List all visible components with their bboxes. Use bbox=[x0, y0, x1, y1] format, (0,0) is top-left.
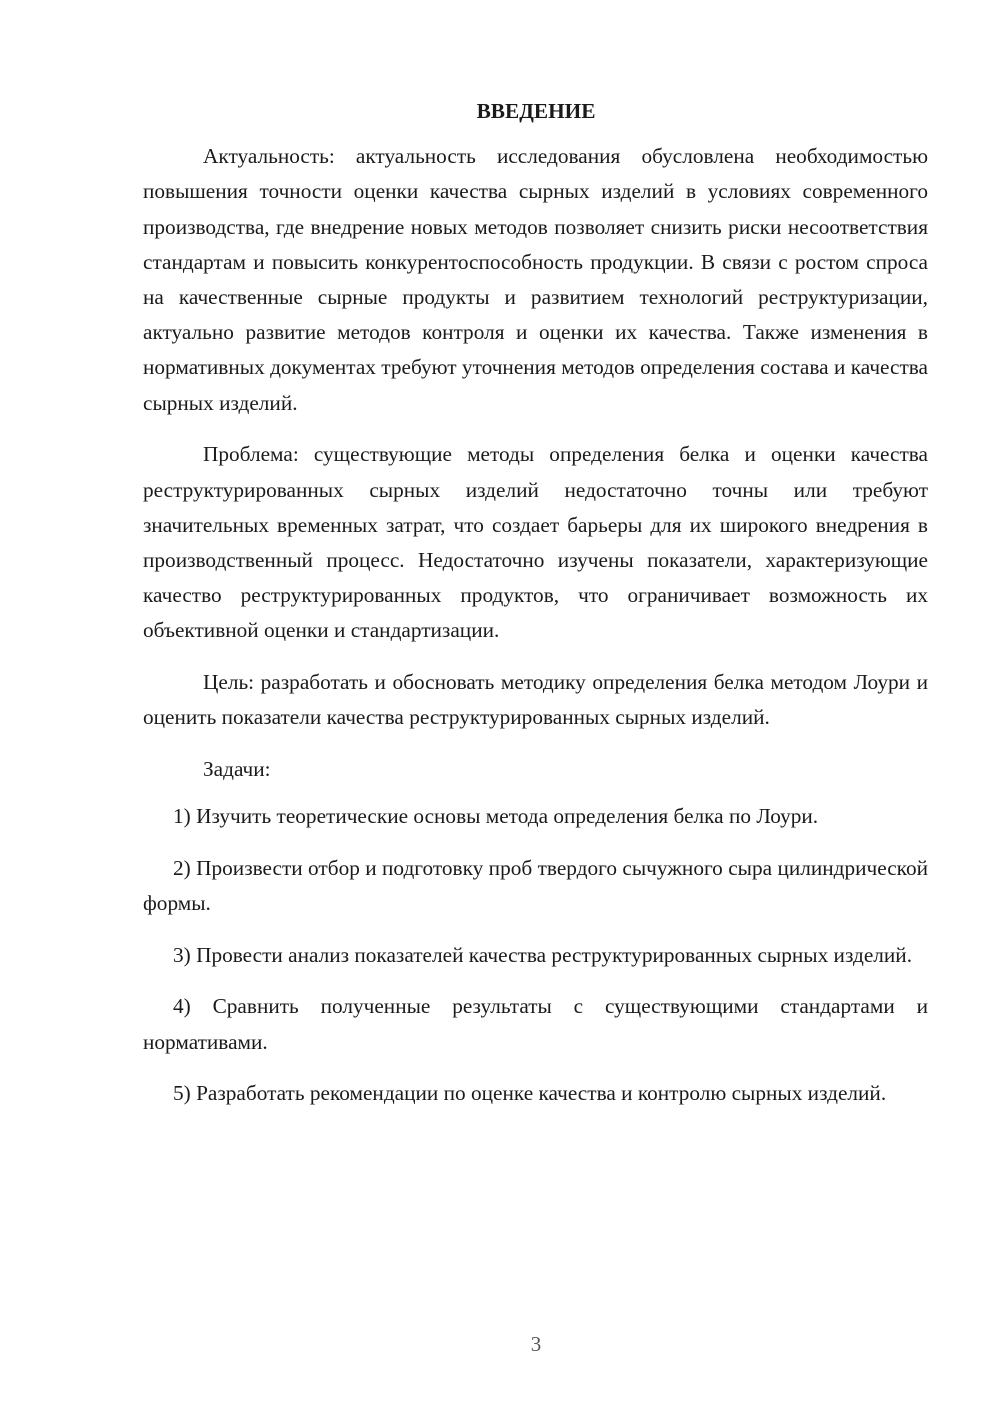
tasks-label: Задачи: bbox=[203, 756, 271, 781]
goal-paragraph: Цель: разработать и обосновать методику определения белка методом Лоури и оценить показатели качества реструктурированных сырных изделий. bbox=[143, 670, 928, 730]
document-page bbox=[143, 94, 928, 1128]
task-item-2: 2) Произвести отбор и подготовку проб твердого сычужного сыра цилиндрической формы. bbox=[143, 855, 928, 916]
task-item-4: 4) Сравнить полученные результаты с существующими стандартами и нормативами. bbox=[143, 994, 928, 1054]
task-item-3: 3) Провести анализ показателей качества реструктурированных сырных изделий. bbox=[173, 942, 913, 967]
page-number: 3 bbox=[530, 1332, 542, 1356]
section-heading: ВВЕДЕНИЕ bbox=[476, 99, 596, 123]
task-item-5: 5) Разработать рекомендации по оценке качества и контролю сырных изделий. bbox=[173, 1081, 887, 1106]
task-item-1: 1) Изучить теоретические основы метода определения белка по Лоури. bbox=[173, 804, 819, 829]
problem-paragraph: Проблема: существующие методы определения белка и оценки качества реструктурированных сырных изделий недостаточно точны или требуют значительных временных затрат, что создает барьеры для их широкого внедрения в производственный процесс. Недостаточно изучены показатели, характеризующие качество реструктурированных продуктов, что ограничивает возможность их объективной оценки и стандартизации. bbox=[143, 442, 928, 643]
relevance-paragraph: Актуальность: актуальность исследования обусловлена необходимостью повышения точности оценки качества сырных изделий в условиях современного производства, где внедрение новых методов позволяет снизить риски несоответствия стандартам и повысить конкурентоспособность продукции. В связи с ростом спроса на качественные сырные продукты и развитием технологий реструктуризации, актуально развитие методов контроля и оценки их качества. Также изменения в нормативных документах требуют уточнения методов определения состава и качества сырных изделий. bbox=[143, 144, 928, 415]
